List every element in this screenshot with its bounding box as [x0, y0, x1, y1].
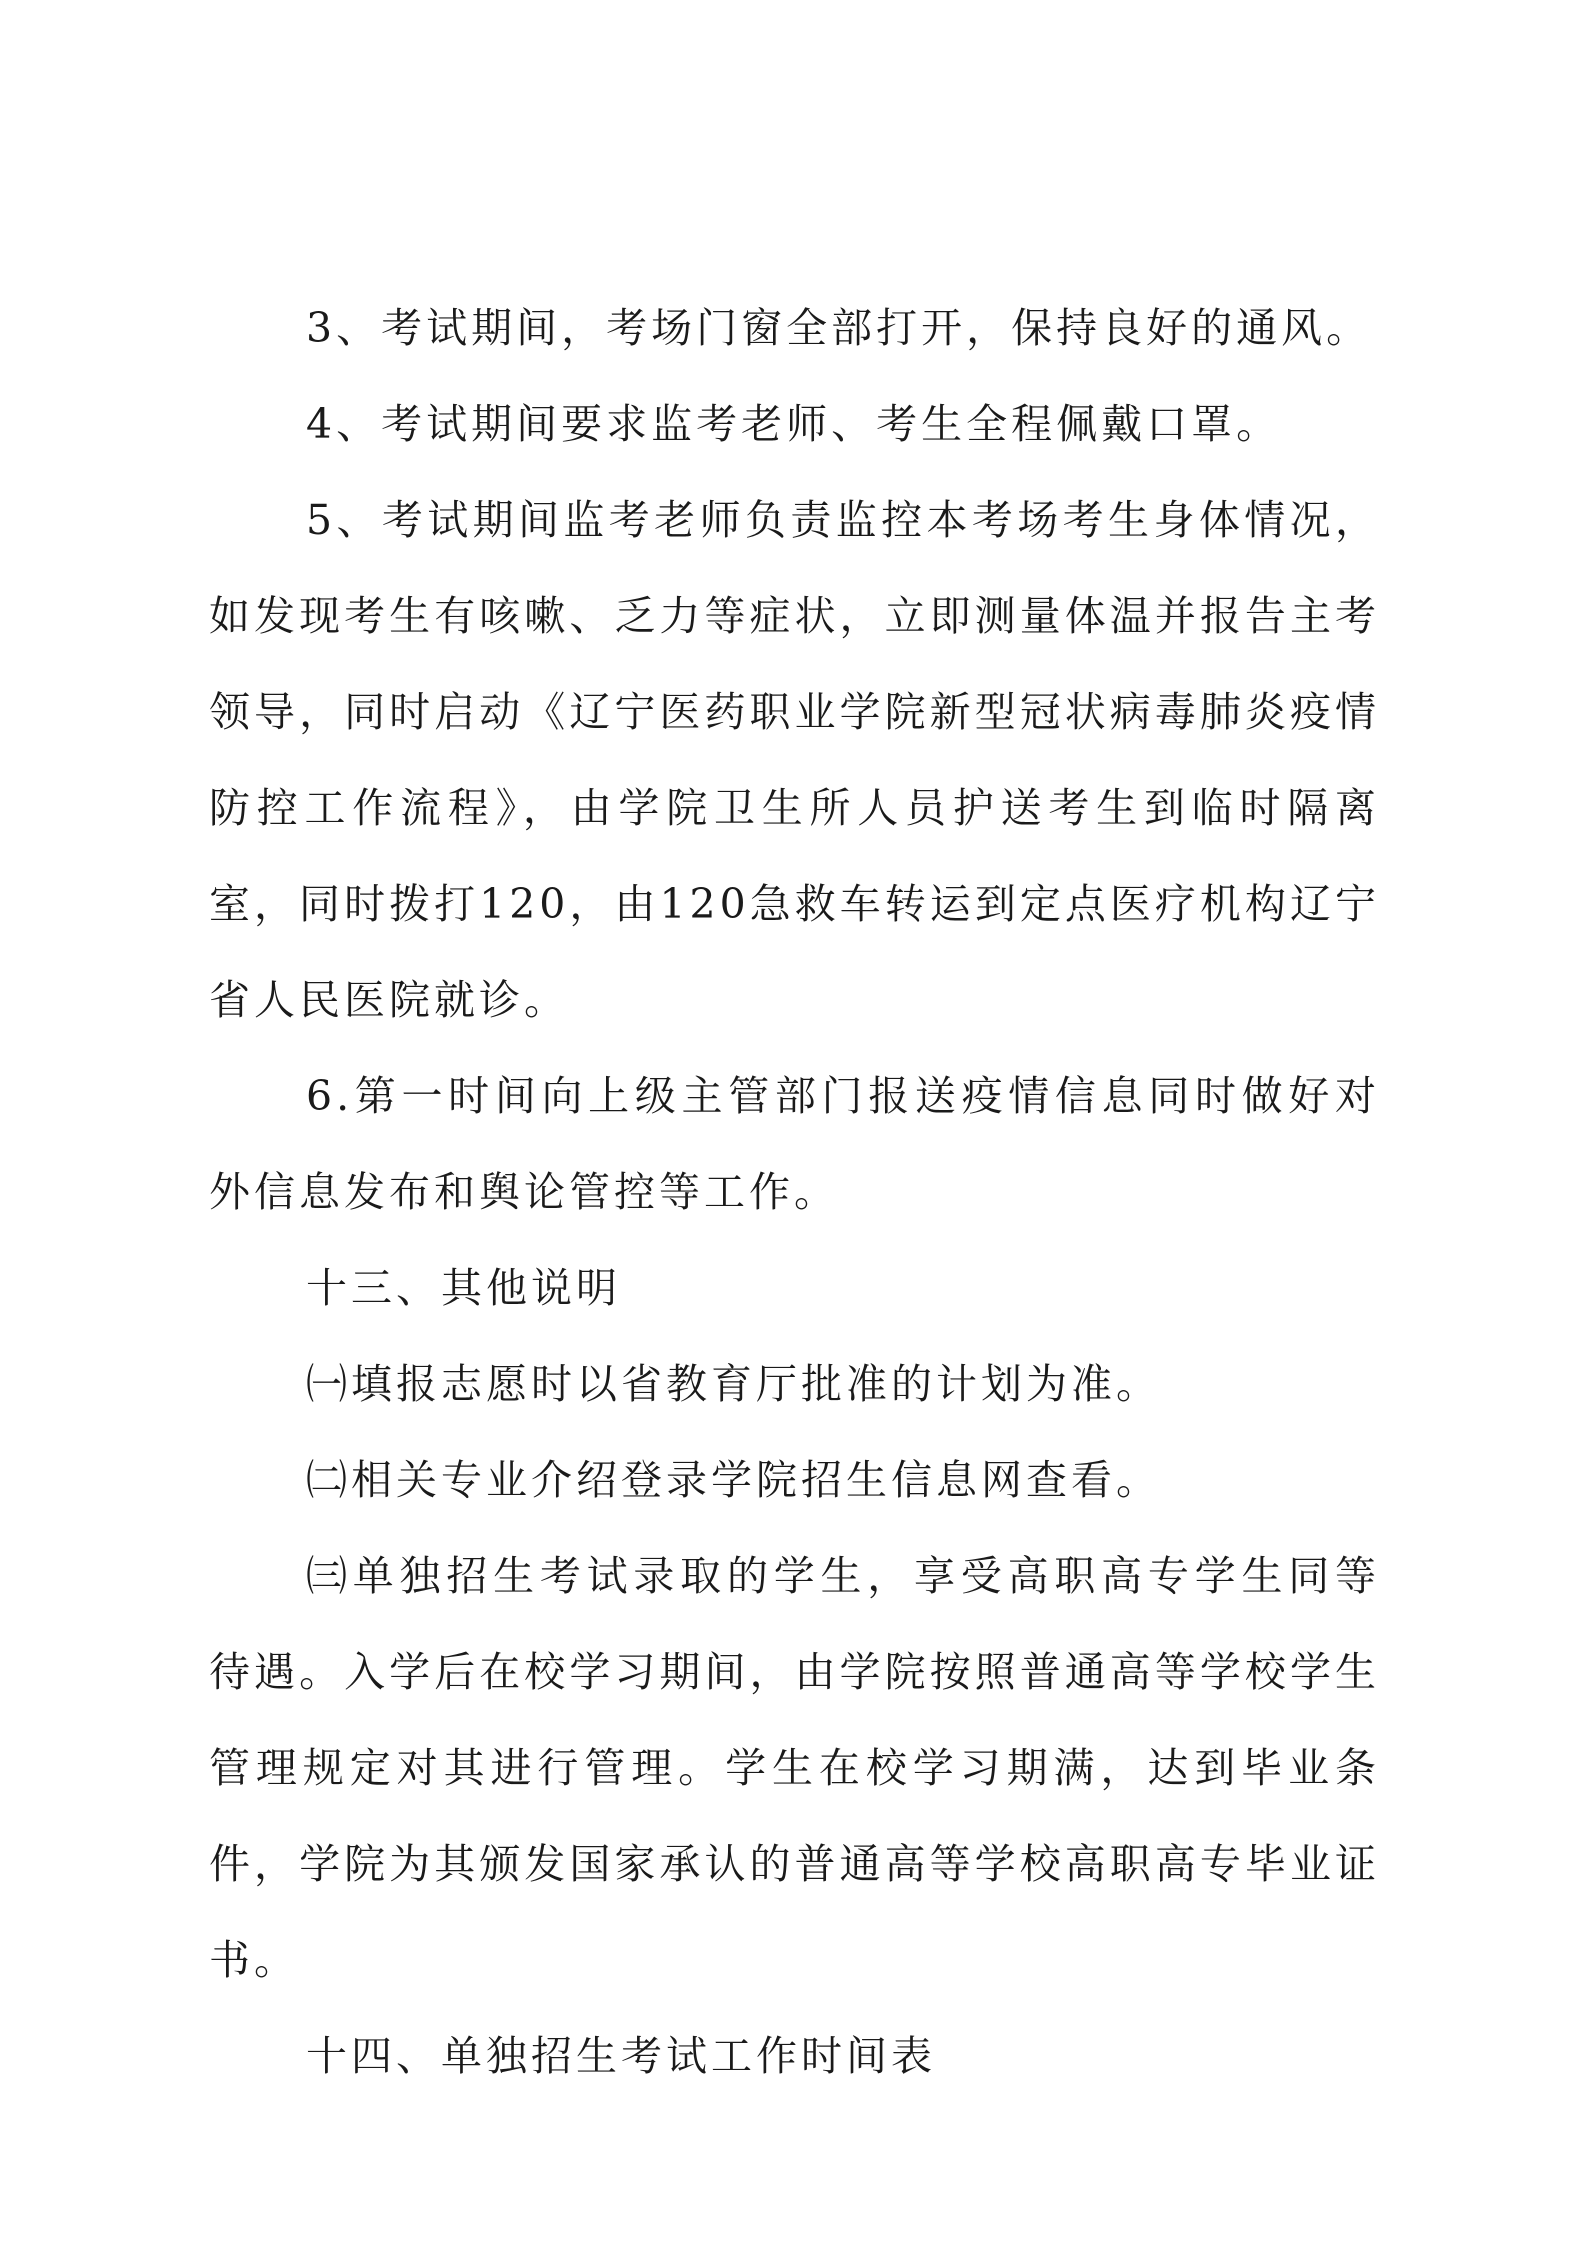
- paragraph-note-1: ㈠填报志愿时以省教育厅批准的计划为准。: [306, 1360, 1161, 1408]
- paragraph-ventilation: 3、考试期间，考场门窗全部打开，保持良好的通风。: [306, 304, 1372, 352]
- paragraph-note-2: ㈡相关专业介绍登录学院招生信息网查看。: [306, 1456, 1161, 1504]
- paragraph-reporting: 6.第一时间向上级主管部门报送疫情信息同时做好对外信息发布和舆论管控等工作。: [209, 1072, 1380, 1216]
- paragraph-note-3: ㈢单独招生考试录取的学生，享受高职高专学生同等待遇。入学后在校学习期间，由学院按照普通高等学校学生管理规定对其进行管理。学生在校学习期满，达到毕业条件，学院为其颁发国家承认的普通高等学校高职高专毕业证书。: [209, 1552, 1380, 1984]
- document-body: [209, 280, 1380, 2104]
- paragraph-masks: 4、考试期间要求监考老师、考生全程佩戴口罩。: [306, 400, 1282, 448]
- section-heading-schedule: 十四、单独招生考试工作时间表: [306, 2032, 936, 2080]
- section-heading-other-notes: 十三、其他说明: [306, 1264, 621, 1312]
- paragraph-health-monitoring: 5、考试期间监考老师负责监控本考场考生身体情况，如发现考生有咳嗽、乏力等症状，立即测量体温并报告主考领导，同时启动《辽宁医药职业学院新型冠状病毒肺炎疫情防控工作流程》，由学院卫生所人员护送考生到临时隔离室，同时拨打120，由120急救车转运到定点医疗机构辽宁省人民医院就诊。: [209, 496, 1380, 1024]
